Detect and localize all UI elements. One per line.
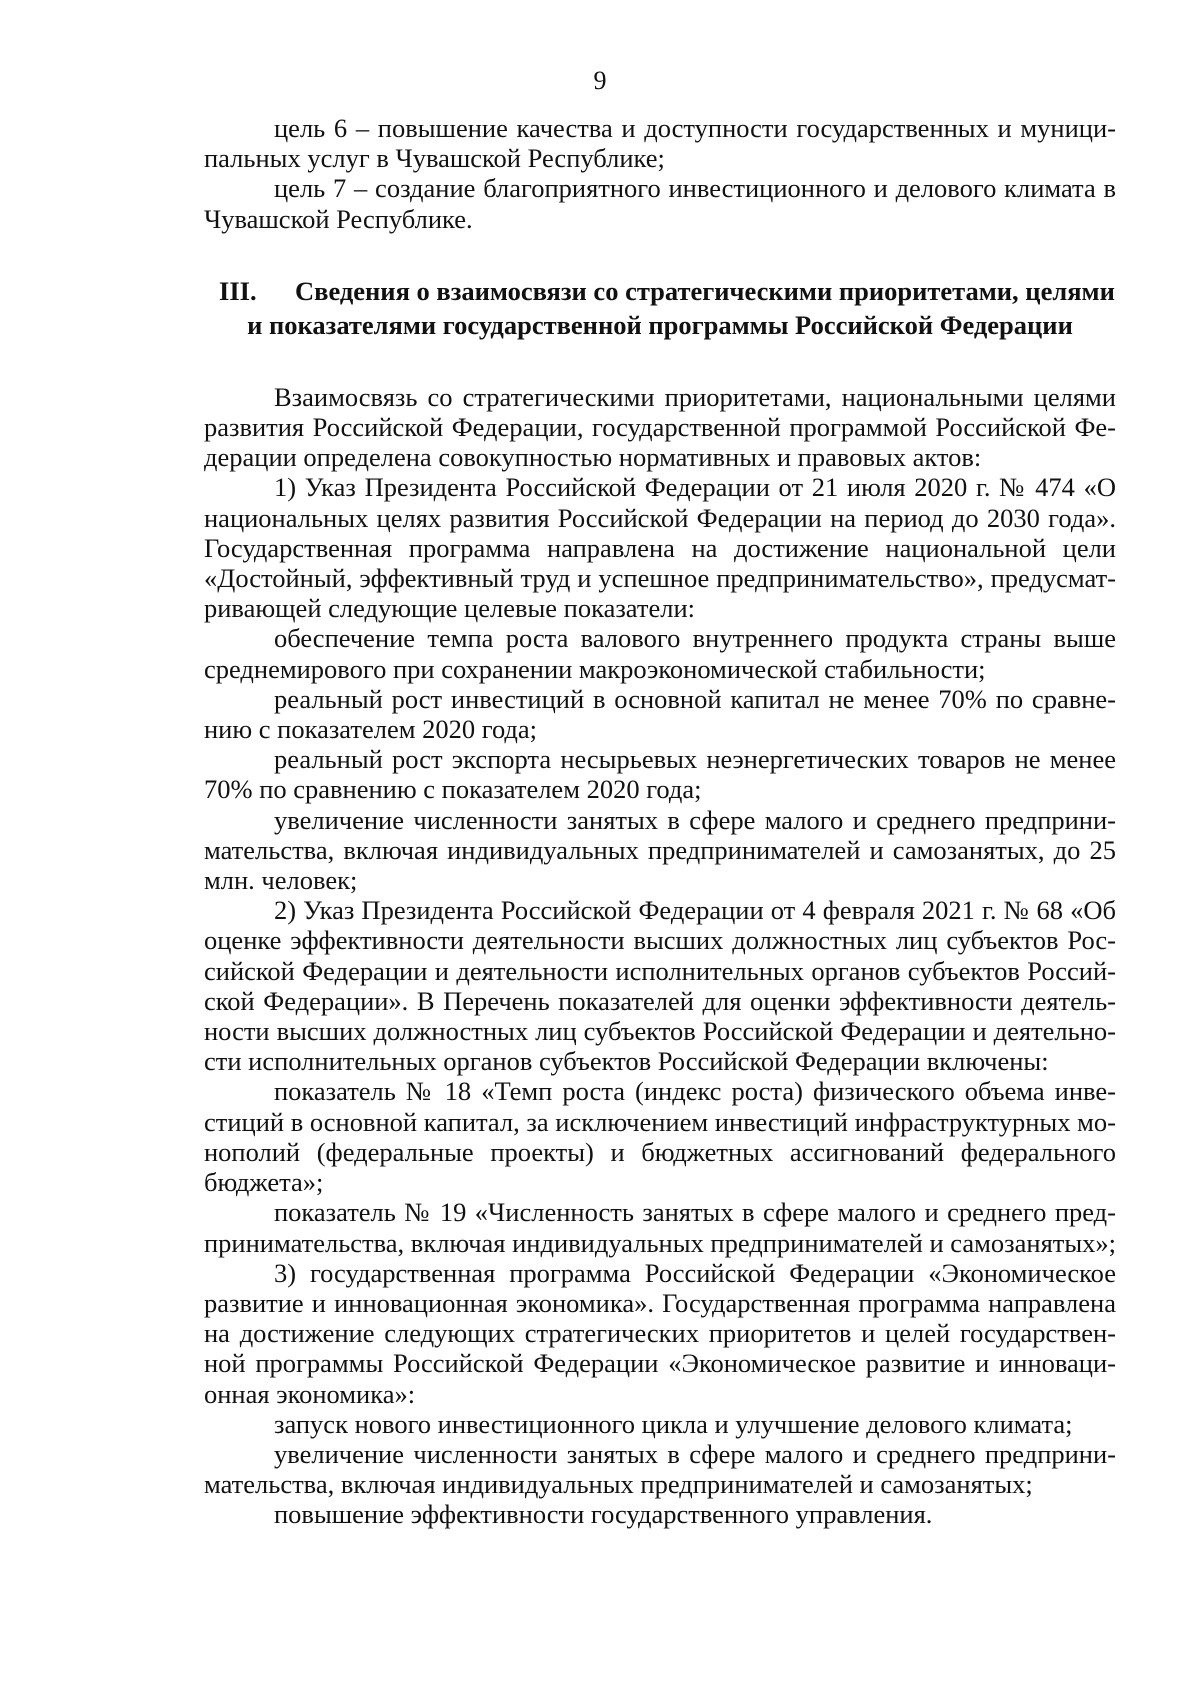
paragraph-goal-6: цель 6 – повышение качества и доступности государственных и муниципальных услуг в Чувашской Республике; (204, 113, 1116, 174)
paragraph-investment-cycle: запуск нового инвестиционного цикла и улучшение делового климата; (274, 1408, 1073, 1439)
paragraph-gdp-growth: обеспечение темпа роста валового внутреннего продукта страны выше среднемирового при сохранении макроэкономической стабильности; (204, 623, 1116, 684)
paragraph-decree-68: 2) Указ Президента Российской Федерации от 4 февраля 2021 г. № 68 «Об оценке эффективности деятельности высших должностных лиц субъектов Российской Федерации и деятельности исполнительных органов субъектов Российской Федерации». В Перечень показателей для оценки эффективности деятельности высших должностных лиц субъектов Российской Федерации и деятельности исполнительных органов субъектов Российской Федерации включены: (204, 895, 1116, 1077)
paragraph-indicator-18: показатель № 18 «Темп роста (индекс роста) физического объема инвестиций в основной капитал, за исключением инвестиций инфраструктурных монополий (федеральные проекты) и бюджетных ассигнований федерального бюджета»; (204, 1076, 1116, 1198)
section-heading (204, 274, 1116, 342)
page-number: 9 (593, 66, 607, 95)
section-number: III. (219, 275, 257, 306)
paragraph-investment-growth: реальный рост инвестиций в основной капитал не менее 70% по сравнению с показателем 2020 года; (204, 683, 1116, 745)
paragraph-indicator-19: показатель № 19 «Численность занятых в сфере малого и среднего предпринимательства, включая индивидуальных предпринимателей и самозанятых»; (204, 1197, 1117, 1258)
paragraph-goal-7: цель 7 – создание благоприятного инвестиционного и делового климата в Чувашской Республике. (204, 173, 1116, 234)
paragraph-governance-efficiency: повышение эффективности государственного управления. (274, 1499, 933, 1530)
section-title-line-2: и показателями государственной программы Российской Федерации (247, 309, 1073, 340)
paragraph-relationship-intro: Взаимосвязь со стратегическими приоритетами, национальными целями развития Российской Федерации, государственной программой Российской Федерации определена совокупностью нормативных и правовых актов: (204, 381, 1116, 473)
paragraph-sme-employment: увеличение численности занятых в сфере малого и среднего предпринимательства, включая индивидуальных предпринимателей и самозанятых, до 25 млн. человек; (204, 804, 1116, 896)
paragraph-decree-474: 1) Указ Президента Российской Федерации от 21 июля 2020 г. № 474 «О национальных целях развития Российской Федерации на период до 2030 года». Государственная программа направлена на достижение национальной цели «Достойный, эффективный труд и успешное предпринимательство», предусматривающей следующие целевые показатели: (204, 472, 1116, 624)
paragraph-sme-employment-increase: увеличение численности занятых в сфере малого и среднего предпринимательства, включая индивидуальных предпринимателей и самозанятых; (204, 1438, 1116, 1500)
paragraph-export-growth: реальный рост экспорта несырьевых неэнергетических товаров не менее 70% по сравнению с показателем 2020 года; (204, 744, 1116, 805)
section-title-line-1: Сведения о взаимосвязи со стратегическими приоритетами, целями (295, 275, 1115, 306)
document-body (204, 113, 1116, 1530)
paragraph-state-program: 3) государственная программа Российской Федерации «Экономическое развитие и инновационная экономика». Государственная программа направлена на достижение следующих стратегических приоритетов и целей государственной программы Российской Федерации «Экономическое развитие и инновационная экономика»: (204, 1257, 1116, 1409)
